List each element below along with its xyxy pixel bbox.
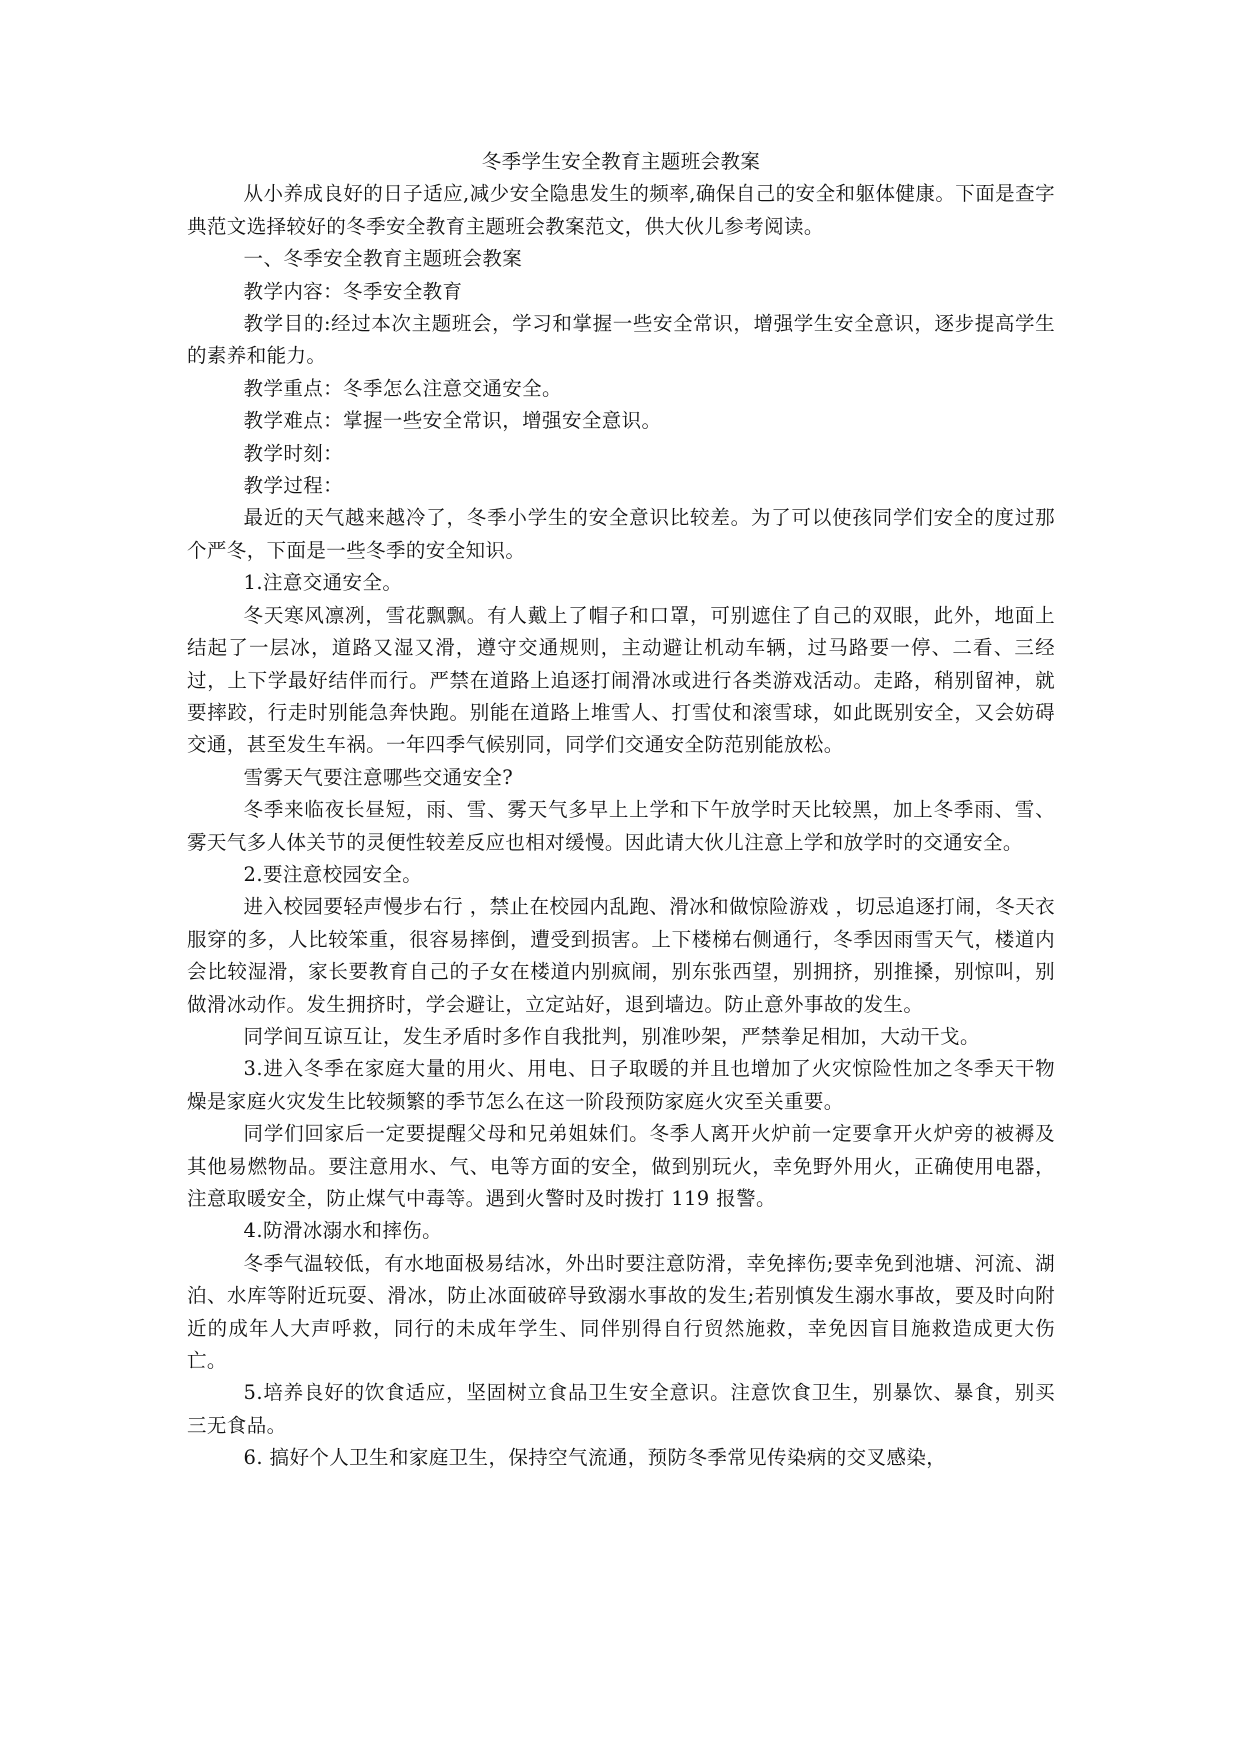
paragraph: 冬季来临夜长昼短，雨、雪、雾天气多早上上学和下午放学时天比较黑，加上冬季雨、雪、雾天气多人体关节的灵便性较差反应也相对缓慢。因此请大伙儿注意上学和放学时的交通安全。 bbox=[187, 798, 1055, 854]
list-heading: 2.要注意校园安全。 bbox=[243, 862, 423, 886]
paragraph: 同学们回家后一定要提醒父母和兄弟姐妹们。冬季人离开火炉前一定要拿开火炉旁的被褥及其他易燃物品。要注意用水、气、电等方面的安全，做到别玩火，幸免野外用火，正确使用电器，注意取暖安全，防止煤气中毒等。遇到火警时及时拨打 119 报警。 bbox=[187, 1122, 1055, 1210]
paragraph: 雪雾天气要注意哪些交通安全? bbox=[243, 765, 514, 789]
paragraph: 教学过程： bbox=[243, 474, 344, 498]
list-heading: 6. 搞好个人卫生和家庭卫生，保持空气流通，预防冬季常见传染病的交叉感染， bbox=[243, 1446, 947, 1470]
list-heading: 4.防滑冰溺水和摔伤。 bbox=[243, 1219, 443, 1243]
list-heading: 1.注意交通安全。 bbox=[243, 571, 403, 595]
paragraph: 冬天寒风凛冽，雪花飘飘。有人戴上了帽子和口罩，可别遮住了自己的双眼，此外，地面上结起了一层冰，道路又湿又滑，遵守交通规则，主动避让机动车辆，过马路要一停、二看、三经过，上下学最好结伴而行。严禁在道路上追逐打闹滑冰或进行各类游戏活动。走路，稍别留神，就要摔跤，行走时别能急奔快跑。别能在道路上堆雪人、打雪仗和滚雪球，如此既别安全，又会妨碍交通，甚至发生车祸。一年四季气候别同，同学们交通安全防范别能放松。 bbox=[187, 603, 1055, 757]
document-body bbox=[187, 146, 1055, 1475]
list-heading: 5.培养良好的饮食适应，坚固树立食品卫生安全意识。注意饮食卫生，别暴饮、暴食，别买三无食品。 bbox=[187, 1381, 1055, 1437]
list-heading: 3.进入冬季在家庭大量的用火、用电、日子取暖的并且也增加了火灾惊险性加之冬季天干物燥是家庭火灾发生比较频繁的季节怎么在这一阶段预防家庭火灾至关重要。 bbox=[187, 1057, 1055, 1113]
paragraph: 进入校园要轻声慢步右行 ，禁止在校园内乱跑、滑冰和做惊险游戏 ，切忌追逐打闹，冬天衣服穿的多，人比较笨重，很容易摔倒，遭受到损害。上下楼梯右侧通行，冬季因雨雪天气，楼道内会比较湿滑，家长要教育自己的子女在楼道内别疯闹，别东张西望，别拥挤，别推搡，别惊叫，别做滑冰动作。发生拥挤时，学会避让，立定站好，退到墙边。防止意外事故的发生。 bbox=[187, 895, 1055, 1016]
paragraph: 同学间互谅互让，发生矛盾时多作自我批判，别准吵架，严禁拳足相加，大动干戈。 bbox=[243, 1024, 980, 1048]
paragraph: 教学目的:经过本次主题班会，学习和掌握一些安全常识，增强学生安全意识，逐步提高学生的素养和能力。 bbox=[187, 312, 1055, 368]
section-heading: 一、冬季安全教育主题班会教案 bbox=[243, 247, 523, 271]
paragraph: 教学难点：掌握一些安全常识，增强安全意识。 bbox=[243, 409, 662, 433]
document-title: 冬季学生安全教育主题班会教案 bbox=[481, 150, 761, 173]
paragraph: 教学内容：冬季安全教育 bbox=[243, 279, 463, 303]
paragraph: 教学重点：冬季怎么注意交通安全。 bbox=[243, 376, 562, 400]
paragraph: 教学时刻： bbox=[243, 441, 344, 465]
paragraph: 最近的天气越来越冷了，冬季小学生的安全意识比较差。为了可以使孩同学们安全的度过那个严冬，下面是一些冬季的安全知识。 bbox=[187, 506, 1055, 562]
paragraph: 从小养成良好的日子适应,减少安全隐患发生的频率,确保自己的安全和躯体健康。下面是查字典范文选择较好的冬季安全教育主题班会教案范文，供大伙儿参考阅读。 bbox=[187, 182, 1055, 238]
paragraph: 冬季气温较低，有水地面极易结冰，外出时要注意防滑，幸免摔伤;要幸免到池塘、河流、湖泊、水库等附近玩耍、滑冰，防止冰面破碎导致溺水事故的发生;若别慎发生溺水事故，要及时向附近的成年人大声呼救，同行的未成年学生、同伴别得自行贸然施救，幸免因盲目施救造成更大伤亡。 bbox=[187, 1251, 1055, 1373]
